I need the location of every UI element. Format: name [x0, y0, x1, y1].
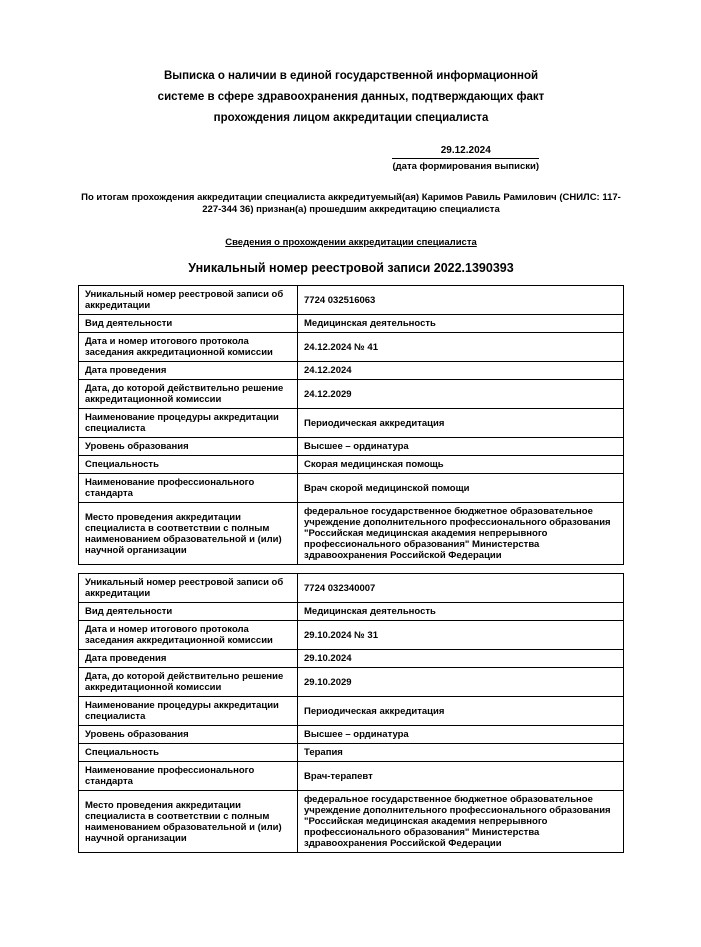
record-number-heading: Уникальный номер реестровой записи 2022.1390393 [188, 261, 514, 275]
row-value: федеральное государственное бюджетное образовательное учреждение дополнительного профессионального образования "Российская медицинская академия непрерывного профессионального образования" Министерства здравоохранения Российской Федерации [298, 503, 624, 565]
page-title-line: системе в сфере здравоохранения данных, подтверждающих факт [157, 91, 545, 103]
row-value: Высшее – ординатура [298, 438, 624, 456]
page-title-line: Выписка о наличии в единой государственной информационной [163, 70, 539, 82]
table-row [79, 744, 624, 762]
row-value: Врач скорой медицинской помощи [298, 474, 624, 503]
row-value: Высшее – ординатура [298, 726, 624, 744]
row-label: Дата и номер итогового протокола заседания аккредитационной комиссии [79, 621, 298, 650]
row-label: Дата и номер итогового протокола заседания аккредитационной комиссии [79, 333, 298, 362]
table-row [79, 438, 624, 456]
row-value: Врач-терапевт [298, 762, 624, 791]
row-value: федеральное государственное бюджетное образовательное учреждение дополнительного профессионального образования "Российская медицинская академия непрерывного профессионального образования" Министерства здравоохранения Российской Федерации [298, 791, 624, 853]
row-value: Скорая медицинская помощь [298, 456, 624, 474]
row-label: Уровень образования [79, 438, 298, 456]
formation-date-block [392, 145, 539, 172]
table-row [79, 726, 624, 744]
row-value: 29.10.2024 № 31 [298, 621, 624, 650]
row-value: Медицинская деятельность [298, 315, 624, 333]
intro-paragraph: По итогам прохождения аккредитации специалиста аккредитуемый(ая) Каримов Равиль Рамилович (СНИЛС: 117-227-344 36) признан(а) прошедшим аккредитацию специалиста [81, 192, 621, 215]
accreditation-table-1 [78, 285, 624, 565]
page-title-line: прохождения лицом аккредитации специалиста [213, 112, 489, 124]
row-label: Вид деятельности [79, 315, 298, 333]
row-label: Дата, до которой действительно решение аккредитационной комиссии [79, 380, 298, 409]
row-label: Специальность [79, 456, 298, 474]
table-row [79, 333, 624, 362]
row-label: Наименование профессионального стандарта [79, 474, 298, 503]
table-row [79, 650, 624, 668]
row-label: Дата проведения [79, 650, 298, 668]
row-label: Наименование процедуры аккредитации специалиста [79, 697, 298, 726]
table-row [79, 409, 624, 438]
table-row [79, 621, 624, 650]
accreditation-table-1-body [79, 286, 624, 565]
table-row [79, 603, 624, 621]
row-value: 24.12.2024 [298, 362, 624, 380]
row-label: Место проведения аккредитации специалиста в соответствии с полным наименованием образовательной и (или) научной организации [79, 503, 298, 565]
row-value: 7724 032516063 [298, 286, 624, 315]
table-row [79, 456, 624, 474]
table-row [79, 574, 624, 603]
formation-date-label: (дата формирования выписки) [392, 161, 539, 172]
row-value: 24.12.2029 [298, 380, 624, 409]
accreditation-table-2 [78, 573, 624, 853]
document-page [0, 66, 701, 853]
row-label: Специальность [79, 744, 298, 762]
row-value: 24.12.2024 № 41 [298, 333, 624, 362]
table-row [79, 503, 624, 565]
row-label: Уровень образования [79, 726, 298, 744]
table-row [79, 762, 624, 791]
row-value: Терапия [298, 744, 624, 762]
formation-date-value: 29.12.2024 [392, 145, 539, 159]
row-label: Место проведения аккредитации специалиста в соответствии с полным наименованием образовательной и (или) научной организации [79, 791, 298, 853]
row-value: 7724 032340007 [298, 574, 624, 603]
table-row [79, 315, 624, 333]
table-row [79, 380, 624, 409]
section-heading: Сведения о прохождении аккредитации специалиста [225, 237, 477, 248]
row-label: Дата, до которой действительно решение аккредитационной комиссии [79, 668, 298, 697]
row-value: Периодическая аккредитация [298, 697, 624, 726]
row-value: Периодическая аккредитация [298, 409, 624, 438]
row-label: Дата проведения [79, 362, 298, 380]
table-row [79, 668, 624, 697]
row-label: Вид деятельности [79, 603, 298, 621]
table-row [79, 697, 624, 726]
accreditation-table-2-body [79, 574, 624, 853]
table-row [79, 286, 624, 315]
row-value: 29.10.2029 [298, 668, 624, 697]
table-row [79, 474, 624, 503]
row-label: Уникальный номер реестровой записи об аккредитации [79, 286, 298, 315]
page-title [78, 66, 624, 129]
table-row [79, 791, 624, 853]
row-value: Медицинская деятельность [298, 603, 624, 621]
row-label: Уникальный номер реестровой записи об аккредитации [79, 574, 298, 603]
row-label: Наименование процедуры аккредитации специалиста [79, 409, 298, 438]
row-value: 29.10.2024 [298, 650, 624, 668]
table-row [79, 362, 624, 380]
row-label: Наименование профессионального стандарта [79, 762, 298, 791]
